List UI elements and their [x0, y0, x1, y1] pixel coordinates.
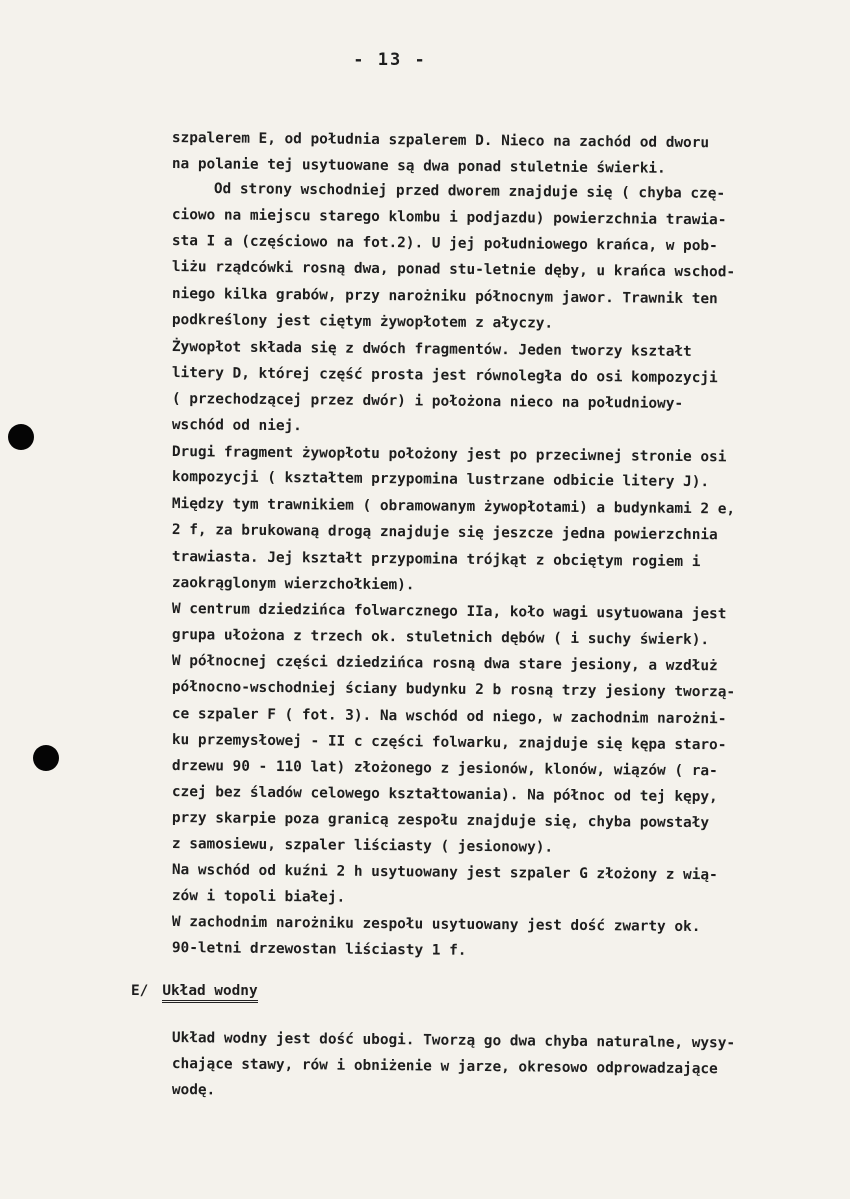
text-line: 90-letni drzewostan liściasty 1 f. [171, 940, 467, 959]
text-line: niego kilka grabów, przy narożniku północnym jawor. Trawnik ten [171, 286, 718, 308]
text-line: W centrum dziedzińca folwarcznego IIa, koło wagi usytuowana jest [171, 601, 727, 623]
text-line: ( przechodzącej przez dwór) i położona nieco na południowy- [171, 391, 684, 412]
text-line: drzewu 90 - 110 lat) złożonego z jesionów, klonów, wiązów ( ra- [171, 758, 718, 780]
text-line: wschód od niej. [171, 417, 302, 435]
text-line: Drugi fragment żywopłotu położony jest po przeciwnej stronie osi [171, 444, 727, 466]
section-marker: E/ [131, 983, 149, 999]
punch-hole-lower [33, 745, 59, 771]
text-line: liżu rządcówki rosną dwa, ponad stu-letnie dęby, u krańca wschod- [171, 259, 736, 281]
text-line: zaokrąglonym wierzchołkiem). [171, 575, 415, 594]
section-title: Układ wodny [162, 983, 257, 1003]
text-line: ku przemysłowej - II c części folwarku, znajduje się kępa staro- [171, 732, 727, 754]
text-line: wodę. [171, 1082, 216, 1099]
text-line: ce szpaler F ( fot. 3). Na wschód od niego, w zachodnim narożni- [171, 706, 727, 728]
text-line: kompozycji ( kształtem przypomina lustrzane odbicie litery J). [171, 469, 710, 491]
text-line: Żywopłot składa się z dwóch fragmentów. Jeden tworzy kształt [171, 339, 692, 360]
text-line: zów i topoli białej. [171, 888, 346, 906]
text-line: litery D, której część prosta jest równoległa do osi kompozycji [171, 365, 718, 387]
punch-hole-upper [8, 424, 34, 450]
text-line: W północnej części dziedzińca rosną dwa stare jesiony, a wzdłuż [171, 653, 718, 675]
text-line: grupa ułożona z trzech ok. stuletnich dębów ( i suchy świerk). [171, 627, 710, 649]
text-line: Na wschód od kuźni 2 h usytuowany jest szpaler G złożony z wią- [171, 862, 718, 884]
text-line: północno-wschodniej ściany budynku 2 b rosną trzy jesiony tworzą- [171, 679, 736, 701]
text-line: podkreślony jest ciętym żywopłotem z ałyczy. [171, 312, 554, 332]
text-line: na polanie tej usytuowane są dwa ponad stuletnie świerki. [171, 156, 666, 177]
page-number: - 13 - [353, 50, 427, 70]
text-line: czej bez śladów celowego kształtowania). Na północ od tej kępy, [171, 784, 718, 806]
text-line: przy skarpie poza granicą zespołu znajduje się, chyba powstały [171, 810, 710, 832]
text-line: chające stawy, rów i obniżenie w jarze, okresowo odprowadzające [171, 1056, 718, 1078]
text-line: ciowo na miejscu starego klombu i podjazdu) powierzchnia trawia- [171, 207, 727, 229]
text-line: szpalerem E, od południa szpalerem D. Nieco na zachód od dworu [171, 130, 710, 152]
text-line: Układ wodny jest dość ubogi. Tworzą go dwa chyba naturalne, wysy- [171, 1030, 736, 1052]
text-line: W zachodnim narożniku zespołu usytuowany jest dość zwarty ok. [171, 914, 701, 936]
text-line: z samosiewu, szpaler liściasty ( jesionowy). [171, 836, 554, 856]
text-line: sta I a (częściowo na fot.2). U jej południowego krańca, w pob- [171, 233, 718, 255]
text-line: Między tym trawnikiem ( obramowanym żywopłotami) a budynkami 2 e, [171, 496, 736, 518]
text-line: 2 f, za brukowaną drogą znajduje się jeszcze jedna powierzchnia [171, 522, 718, 544]
text-line: trawiasta. Jej kształt przypomina trójkąt z obciętym rogiem i [171, 549, 701, 571]
section-heading [131, 983, 258, 999]
text-line: Od strony wschodniej przed dworem znajduje się ( chyba czę- [213, 181, 726, 202]
